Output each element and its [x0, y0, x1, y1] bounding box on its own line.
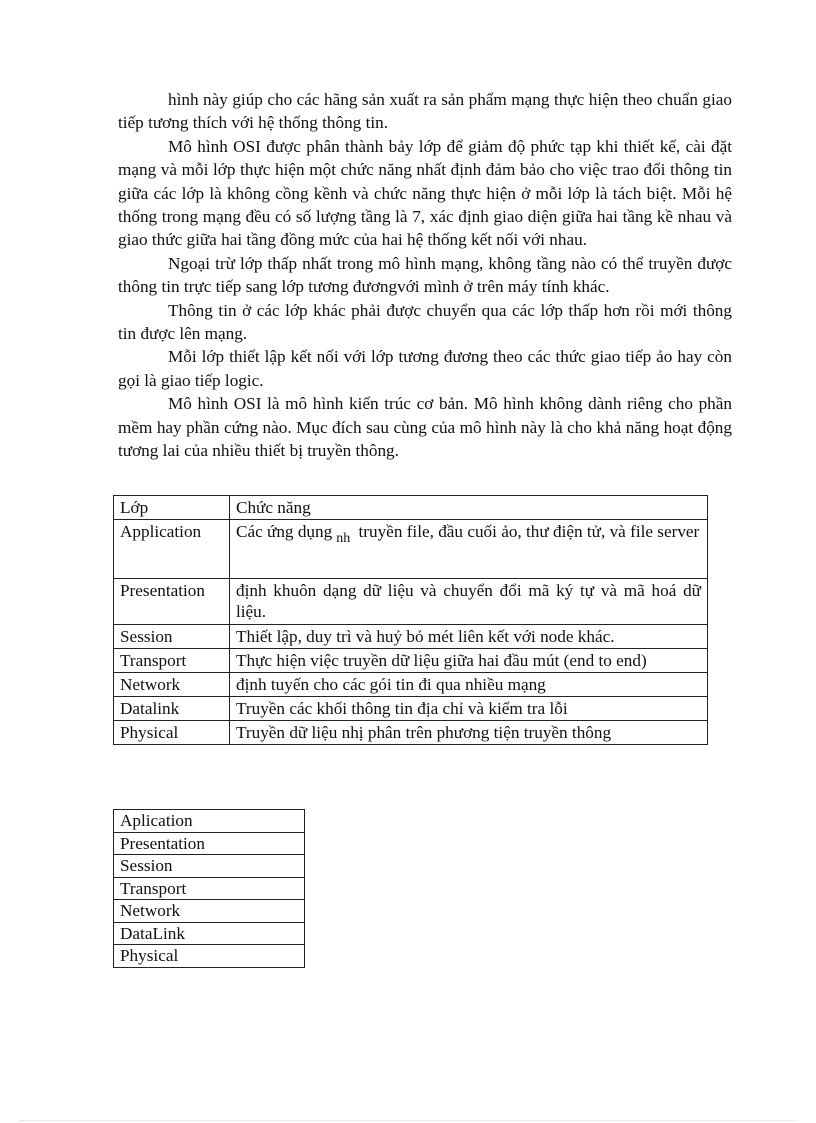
stack-cell: Aplication — [114, 810, 305, 833]
table-row — [114, 520, 708, 579]
function-cell — [230, 520, 708, 579]
function-cell: Truyền dữ liệu nhị phân trên phương tiện truyền thông — [230, 721, 708, 745]
stack-cell: Physical — [114, 945, 305, 968]
function-cell: định khuôn dạng dữ liệu và chuyển đổi mã ký tự và mã hoá dữ liệu. — [230, 579, 708, 625]
layer-cell: Network — [114, 673, 230, 697]
function-cell: Truyền các khối thông tin địa chỉ và kiểm tra lỗi — [230, 697, 708, 721]
table-row — [114, 673, 708, 697]
function-subscript: nh — [336, 531, 351, 546]
stack-row — [114, 945, 305, 968]
layer-cell: Presentation — [114, 579, 230, 625]
stack-row — [114, 855, 305, 878]
function-text: Các ứng dụng — [236, 522, 333, 541]
stack-cell: Session — [114, 855, 305, 878]
table-row — [114, 721, 708, 745]
header-layer: Lớp — [114, 496, 230, 520]
stack-row — [114, 832, 305, 855]
table-row — [114, 579, 708, 625]
function-text: truyền file, đầu cuối ảo, thư điện tử, và file server — [358, 522, 700, 541]
function-cell: Thực hiện việc truyền dữ liệu giữa hai đầu mút (end to end) — [230, 649, 708, 673]
osi-layer-stack — [113, 809, 305, 968]
page-bottom-rule — [20, 1120, 796, 1121]
table-row — [114, 649, 708, 673]
paragraph: Thông tin ở các lớp khác phải được chuyển qua các lớp thấp hơn rồi mới thông tin được lên mạng. — [118, 300, 732, 344]
layer-cell: Datalink — [114, 697, 230, 721]
stack-cell: Presentation — [114, 832, 305, 855]
stack-cell: Transport — [114, 877, 305, 900]
body-text — [118, 88, 732, 463]
paragraph: Mô hình OSI được phân thành bảy lớp để giảm độ phức tạp khi thiết kế, cài đặt mạng và mỗi lớp thực hiện một chức năng nhất định đảm bảo cho việc trao đổi thông tin giữa các lớp là không cồng kềnh và chức năng thực hiện ở mỗi lớp là tách biệt. Mỗi hệ thống trong mạng đều có số lượng tầng là 7, xác định giao diện giữa hai tầng kề nhau và giao thức giữa hai tầng đồng mức của hai hệ thống kết nối với nhau. — [118, 136, 732, 250]
table-header-row — [114, 496, 708, 520]
osi-function-table — [113, 495, 708, 745]
table-row — [114, 697, 708, 721]
layer-cell: Application — [114, 520, 230, 579]
stack-row — [114, 922, 305, 945]
stack-row — [114, 877, 305, 900]
layer-cell: Transport — [114, 649, 230, 673]
stack-row — [114, 900, 305, 923]
layer-cell: Physical — [114, 721, 230, 745]
stack-cell: DataLink — [114, 922, 305, 945]
stack-row — [114, 810, 305, 833]
function-cell: định tuyến cho các gói tin đi qua nhiều mạng — [230, 673, 708, 697]
table-row — [114, 625, 708, 649]
paragraph: hình này giúp cho các hãng sản xuất ra sản phẩm mạng thực hiện theo chuẩn giao tiếp tương thích với hệ thống thông tin. — [118, 90, 732, 133]
paragraph: Mỗi lớp thiết lập kết nối với lớp tương đương theo các thức giao tiếp ảo hay còn gọi là giao tiếp logic. — [118, 347, 732, 390]
function-cell: Thiết lập, duy trì và huỷ bỏ mét liên kết với node khác. — [230, 625, 708, 649]
header-function: Chức năng — [230, 496, 708, 520]
stack-cell: Network — [114, 900, 305, 923]
paragraph: Mô hình OSI là mô hình kiến trúc cơ bản. Mô hình không dành riêng cho phần mềm hay phần cứng nào. Mục đích sau cùng của mô hình này là cho khả năng hoạt động tương lai của nhiều thiết bị truyền thông. — [118, 394, 732, 461]
layer-cell: Session — [114, 625, 230, 649]
paragraph: Ngoại trừ lớp thấp nhất trong mô hình mạng, không tầng nào có thể truyền được thông tin trực tiếp sang lớp tương đươngvới mình ở trên máy tính khác. — [118, 253, 732, 297]
